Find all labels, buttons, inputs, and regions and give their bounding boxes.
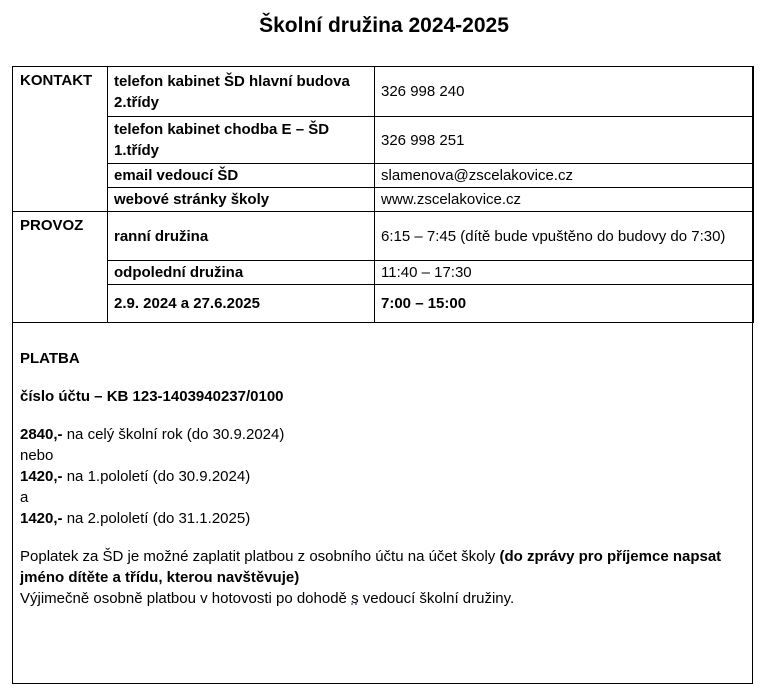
section-provoz: PROVOZ bbox=[13, 212, 108, 323]
table-row bbox=[13, 67, 754, 117]
row-label: 2.9. 2024 a 27.6.2025 bbox=[108, 285, 375, 323]
amount: 1420,- bbox=[20, 510, 63, 527]
cash-text-end: vedoucí školní družiny. bbox=[358, 590, 515, 607]
email-value: slamenova@zscelakovice.cz bbox=[375, 164, 754, 188]
option-text: na 2.pololetí (do 31.1.2025) bbox=[62, 510, 251, 527]
note-bold-text: (do zprávy pro příjemce napsat jméno dítěte a třídu, kterou navštěvuje) bbox=[20, 548, 722, 586]
payment-note bbox=[20, 546, 740, 588]
table-row bbox=[13, 164, 754, 188]
table-row bbox=[13, 261, 754, 285]
payment-heading: PLATBA bbox=[20, 350, 80, 367]
row-value: 326 998 240 bbox=[375, 67, 754, 117]
row-value: 11:40 – 17:30 bbox=[375, 261, 754, 285]
table-row bbox=[13, 188, 754, 212]
row-label: telefon kabinet ŠD hlavní budova 2.třídy bbox=[108, 67, 375, 117]
table-row bbox=[13, 212, 754, 261]
note-text: Poplatek za ŠD je možné zaplatit platbou z osobního účtu na účet školy bbox=[20, 548, 500, 565]
page-title: Školní družina 2024-2025 bbox=[259, 14, 509, 37]
option-text: na 1.pololetí (do 30.9.2024) bbox=[62, 468, 251, 485]
table-row bbox=[13, 117, 754, 164]
table-row bbox=[13, 285, 754, 323]
row-value: 326 998 251 bbox=[375, 117, 754, 164]
row-label: ranní družina bbox=[108, 212, 375, 261]
cash-note bbox=[20, 588, 740, 609]
website-value: www.zscelakovice.cz bbox=[375, 188, 754, 212]
cash-text: Výjimečně osobně platbou v hotovosti po dohodě bbox=[20, 590, 352, 607]
payment-option bbox=[20, 424, 740, 445]
row-value: 7:00 – 15:00 bbox=[375, 285, 754, 323]
option-text: na celý školní rok (do 30.9.2024) bbox=[62, 426, 285, 443]
section-kontakt: KONTAKT bbox=[13, 67, 108, 212]
row-label: telefon kabinet chodba E – ŠD 1.třídy bbox=[108, 117, 375, 164]
row-value: 6:15 – 7:45 (dítě bude vpuštěno do budovy do 7:30) bbox=[375, 212, 754, 261]
row-label: odpolední družina bbox=[108, 261, 375, 285]
connector-text: nebo bbox=[20, 447, 54, 464]
amount: 2840,- bbox=[20, 426, 63, 443]
payment-option bbox=[20, 508, 740, 529]
payment-section bbox=[20, 348, 740, 609]
row-label: webové stránky školy bbox=[108, 188, 375, 212]
row-label: email vedoucí ŠD bbox=[108, 164, 375, 188]
connector-text: a bbox=[20, 489, 29, 506]
account-number: číslo účtu – KB 123-1403940237/0100 bbox=[20, 388, 284, 405]
cash-underlined: s bbox=[351, 590, 359, 607]
amount: 1420,- bbox=[20, 468, 63, 485]
payment-option bbox=[20, 466, 740, 487]
info-table bbox=[12, 66, 754, 323]
